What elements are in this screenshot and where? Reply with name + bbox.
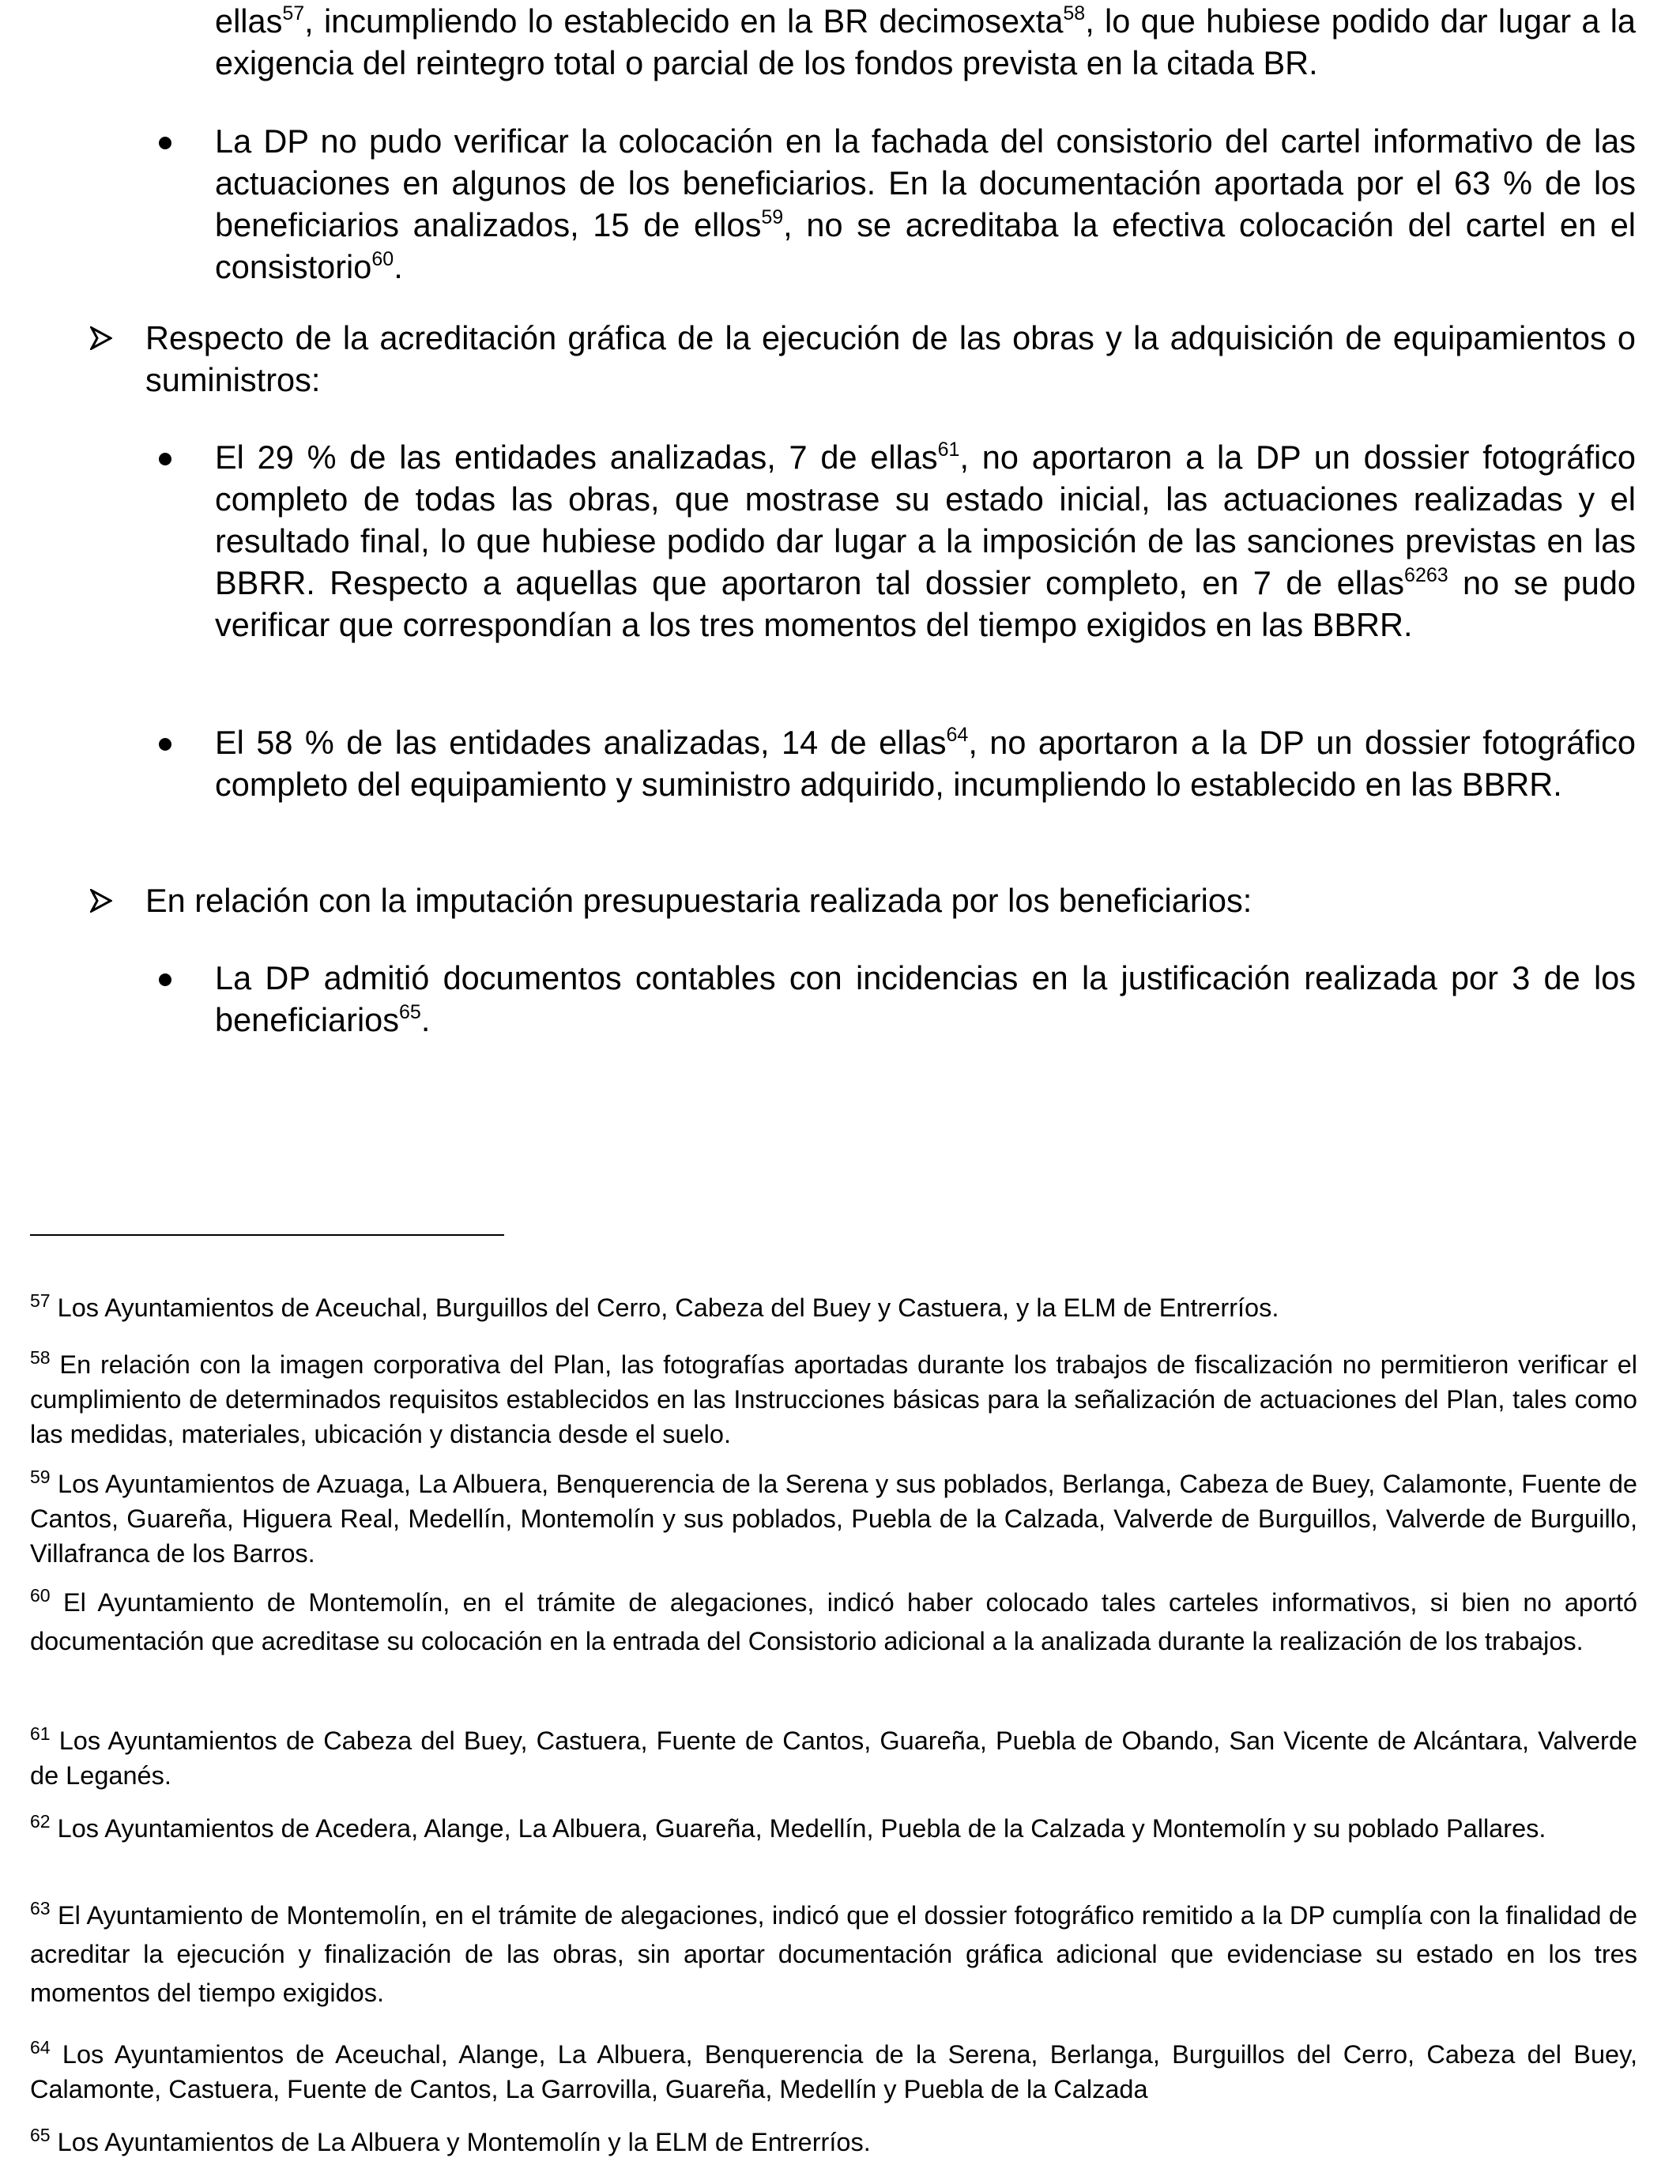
footnote-ref-60[interactable]: 60 <box>371 248 394 270</box>
footnote-61: $^{61}$ Los Ayuntamientos de Cabeza del Buey, Castuera, Fuente de Cantos, Guareña, Puebla de Obando, San Vicente de Alcántara, Valverde de Leganés. <box>30 1723 1637 1790</box>
arrow-bullet-icon <box>90 326 112 350</box>
bullet-icon <box>159 973 171 986</box>
footnote-ref-57[interactable]: 57 <box>282 2 305 24</box>
arrow-bullet-icon <box>90 889 112 913</box>
heading-imputacion-presupuestaria: En relación con la imputación presupuestaria realizada por los beneficiarios: <box>145 882 1252 919</box>
footnote-separator <box>30 1234 504 1236</box>
footnote-57: $^{57}$ Los Ayuntamientos de Aceuchal, Burguillos del Cerro, Cabeza del Buey y Castuera, y la ELM de Entrerríos. <box>30 1290 1279 1322</box>
paragraph-cartel: La DP no pudo verificar la colocación en la fachada del consistorio del cartel informativo de las actuaciones en algunos de los beneficiarios. En la documentación aportada por el 63 % de los beneficiarios analizados, 15 de ellos$^{59}$, no se acreditaba la efectiva colocación del cartel en el consistorio$^{60}$. <box>215 122 1636 285</box>
footnote-62: $^{62}$ Los Ayuntamientos de Acedera, Alange, La Albuera, Guareña, Medellín, Puebla de la Calzada y Montemolín y su poblado Pallares. <box>30 1811 1546 1843</box>
footnote-ref-62-63[interactable]: 6263 <box>1404 564 1448 586</box>
bullet-icon <box>159 453 171 465</box>
paragraph-dossier-obras: El 29 % de las entidades analizadas, 7 de ellas$^{61}$, no aportaron a la DP un dossier fotográfico completo de todas las obras, que mostrase su estado inicial, las actuaciones realizadas y el resultado final, lo que hubiese podido dar lugar a la imposición de las sanciones previstas en las BBRR. Respecto a aquellas que aportaron tal dossier completo, en 7 de ellas$^{6263}$ no se pudo verificar que correspondían a los tres momentos del tiempo exigidos en las BBRR. <box>215 439 1636 643</box>
footnote-58: $^{58}$ En relación con la imagen corporativa del Plan, las fotografías aportadas durante los trabajos de fiscalización no permitieron verificar el cumplimiento de determinados requisitos establecidos en las Instrucciones básicas para la señalización de actuaciones del Plan, tales como las medidas, materiales, ubicación y distancia desde el suelo. <box>30 1347 1637 1448</box>
footnote-65: $^{65}$ Los Ayuntamientos de La Albuera y Montemolín y la ELM de Entrerríos. <box>30 2125 871 2156</box>
heading-acreditacion-grafica: Respecto de la acreditación gráfica de la ejecución de las obras y la adquisición de equipamientos o suministros: <box>145 319 1636 398</box>
footnote-ref-61[interactable]: 61 <box>937 439 960 461</box>
footnote-ref-65[interactable]: 65 <box>399 1001 421 1023</box>
footnote-ref-58[interactable]: 58 <box>1063 2 1086 24</box>
footnote-59: $^{59}$ Los Ayuntamientos de Azuaga, La Albuera, Benquerencia de la Serena y sus poblados, Berlanga, Cabeza de Buey, Calamonte, Fuente de Cantos, Guareña, Higuera Real, Medellín, Montemolín y sus poblados, Puebla de la Calzada, Valverde de Burguillos, Valverde de Burguillo, Villafranca de los Barros. <box>30 1467 1637 1568</box>
paragraph-dossier-equipamiento: El 58 % de las entidades analizadas, 14 de ellas$^{64}$, no aportaron a la DP un dossier fotográfico completo del equipamiento y suministro adquirido, incumpliendo lo establecido en las BBRR. <box>215 724 1636 803</box>
paragraph-documentos-contables: La DP admitió documentos contables con incidencias en la justificación realizada por 3 de los beneficiarios$^{65}$. <box>215 959 1636 1038</box>
footnote-60: $^{60}$ El Ayuntamiento de Montemolín, en el trámite de alegaciones, indicó haber colocado tales carteles informativos, si bien no aportó documentación que acreditase su colocación en la entrada del Consistorio adicional a la analizada durante la realización de los trabajos. <box>30 1585 1637 1655</box>
footnote-63: $^{63}$ El Ayuntamiento de Montemolín, en el trámite de alegaciones, indicó que el dossier fotográfico remitido a la DP cumplía con la finalidad de acreditar la ejecución y finalización de las obras, sin aportar documentación gráfica adicional que evidenciase su estado en los tres momentos del tiempo exigidos. <box>30 1898 1637 2007</box>
footnote-64: $^{64}$ Los Ayuntamientos de Aceuchal, Alange, La Albuera, Benquerencia de la Serena, Berlanga, Burguillos del Cerro, Cabeza del Buey, Calamonte, Castuera, Fuente de Cantos, La Garrovilla, Guareña, Medellín y Puebla de la Calzada <box>30 2037 1637 2103</box>
bullet-icon <box>159 738 171 751</box>
bullet-icon <box>159 137 171 149</box>
paragraph-reintegro: ellas$^{57}$, incumpliendo lo establecido en la BR decimosexta$^{58}$, lo que hubiese podido dar lugar a la exigencia del reintegro total o parcial de los fondos prevista en la citada BR. <box>215 2 1636 81</box>
footnote-ref-64[interactable]: 64 <box>946 724 969 746</box>
footnote-ref-59[interactable]: 59 <box>761 206 784 228</box>
